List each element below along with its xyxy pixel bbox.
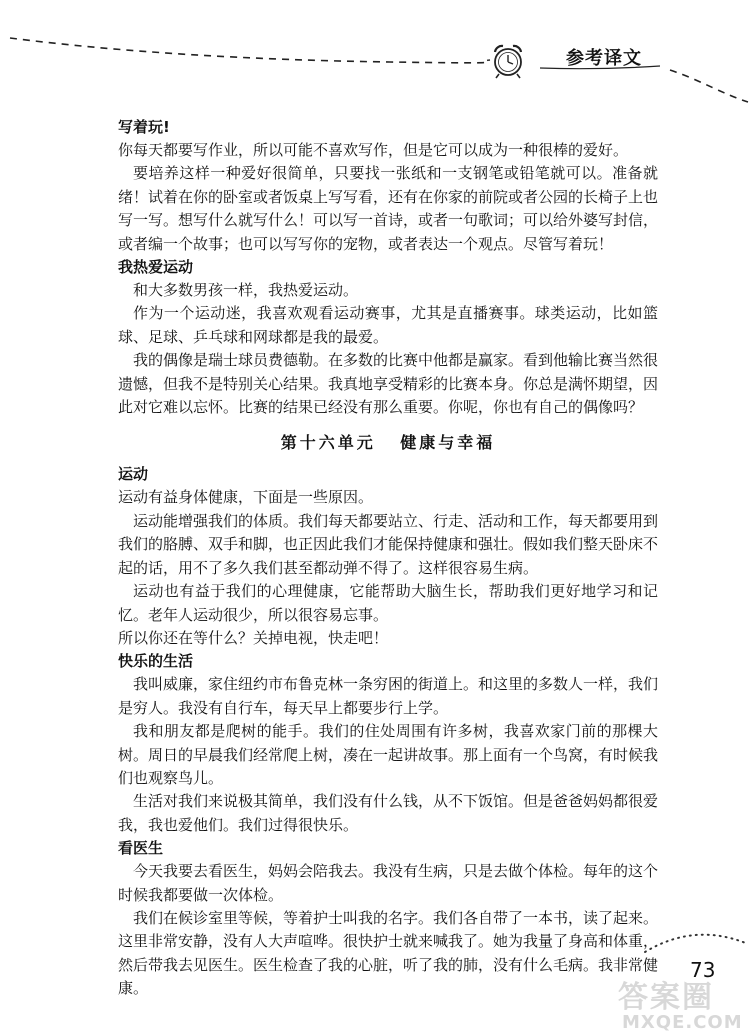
unit-number: 第十六单元 (280, 433, 376, 453)
unit-name: 健康与幸福 (400, 433, 496, 453)
paragraph: 要培养这样一种爱好很简单，只要找一张纸和一支钢笔或铅笔就可以。准备就绪！试着在你的卧室或者饭桌上写写看，还有在你家的前院或者公园的长椅子上也写一写。想写什么就写什么！可以写一首诗，或者一句歌词；可以给外婆写封信，或者编一个故事；也可以写写你的宠物，或者表达一个观点。尽管写着玩！ (118, 164, 659, 253)
section-heading: 写着玩! (118, 118, 170, 136)
paragraph: 生活对我们来说极其简单，我们没有什么钱，从不下饭馆。但是爸爸妈妈都很爱我，我也爱他们。我们过得很快乐。 (118, 792, 659, 834)
page-number: 73 (690, 958, 716, 982)
header-title: 参考译文 (566, 48, 642, 69)
section-heading: 我热爱运动 (118, 258, 194, 277)
paragraph: 所以你还在等什么？关掉电视，快走吧！ (118, 628, 389, 647)
paragraph: 运动能增强我们的体质。我们每天都要站立、行走、活动和工作，每天都要用到我们的胳膊、双手和脚，也正因此我们才能保持健康和强壮。假如我们整天卧床不起的话，用不了多久我们甚至都动弹不得了。这样很容易生病。 (118, 511, 659, 577)
paragraph: 和大多数男孩一样，我热爱运动。 (133, 281, 359, 300)
watermark-logo (610, 972, 750, 1036)
paragraph: 我的偶像是瑞士球员费德勒。在多数的比赛中他都是赢家。看到他输比赛当然很遗憾，但我不是特别关心结果。我真地享受精彩的比赛本身。你总是满怀期望，因此对它难以忘怀。比赛的结果已经没有那么重要。你呢，你也有自己的偶像吗？ (118, 351, 659, 417)
watermark-text: 答案圈 (618, 980, 714, 1015)
section-heading: 运动 (118, 465, 149, 484)
alarm-clock-icon (495, 46, 521, 78)
section-heading: 看医生 (118, 839, 164, 858)
paragraph: 运动有益身体健康，下面是一些原因。 (118, 488, 374, 507)
watermark-url: MXQE.COM (622, 1012, 743, 1033)
page-content (118, 116, 658, 1001)
paragraph: 我和朋友都是爬树的能手。我们的住处周围有许多树，我喜欢家门前的那棵大树。周日的早晨我们经常爬上树，凑在一起讲故事。那上面有一个鸟窝，有时候我们也观察鸟儿。 (118, 722, 659, 787)
paragraph: 你每天都要写作业，所以可能不喜欢写作，但是它可以成为一种很棒的爱好。 (118, 141, 629, 159)
paragraph: 我们在候诊室里等候，等着护士叫我的名字。我们各自带了一本书，读了起来。这里非常安静，没有人大声喧哗。很快护士就来喊我了。她为我量了身高和体重，然后带我去见医生。医生检查了我的心脏，听了我的肺，没有什么毛病。我非常健康。 (118, 908, 659, 998)
paragraph: 今天我要去看医生，妈妈会陪我去。我没有生病，只是去做个体检。每年的这个时候我都要做一次体检。 (118, 862, 659, 904)
unit-title (118, 431, 658, 455)
section-heading: 快乐的生活 (118, 652, 194, 671)
paragraph: 我叫威廉，家住纽约市布鲁克林一条穷困的街道上。和这里的多数人一样，我们是穷人。我没有自行车，每天早上都要步行上学。 (118, 675, 659, 717)
paragraph: 作为一个运动迷，我喜欢观看运动赛事，尤其是直播赛事。球类运动，比如篮球、足球、乒乓球和网球都是我的最爱。 (118, 304, 658, 346)
paragraph: 运动也有益于我们的心理健康，它能帮助大脑生长，帮助我们更好地学习和记忆。老年人运动很少，所以很容易忘事。 (118, 582, 658, 624)
